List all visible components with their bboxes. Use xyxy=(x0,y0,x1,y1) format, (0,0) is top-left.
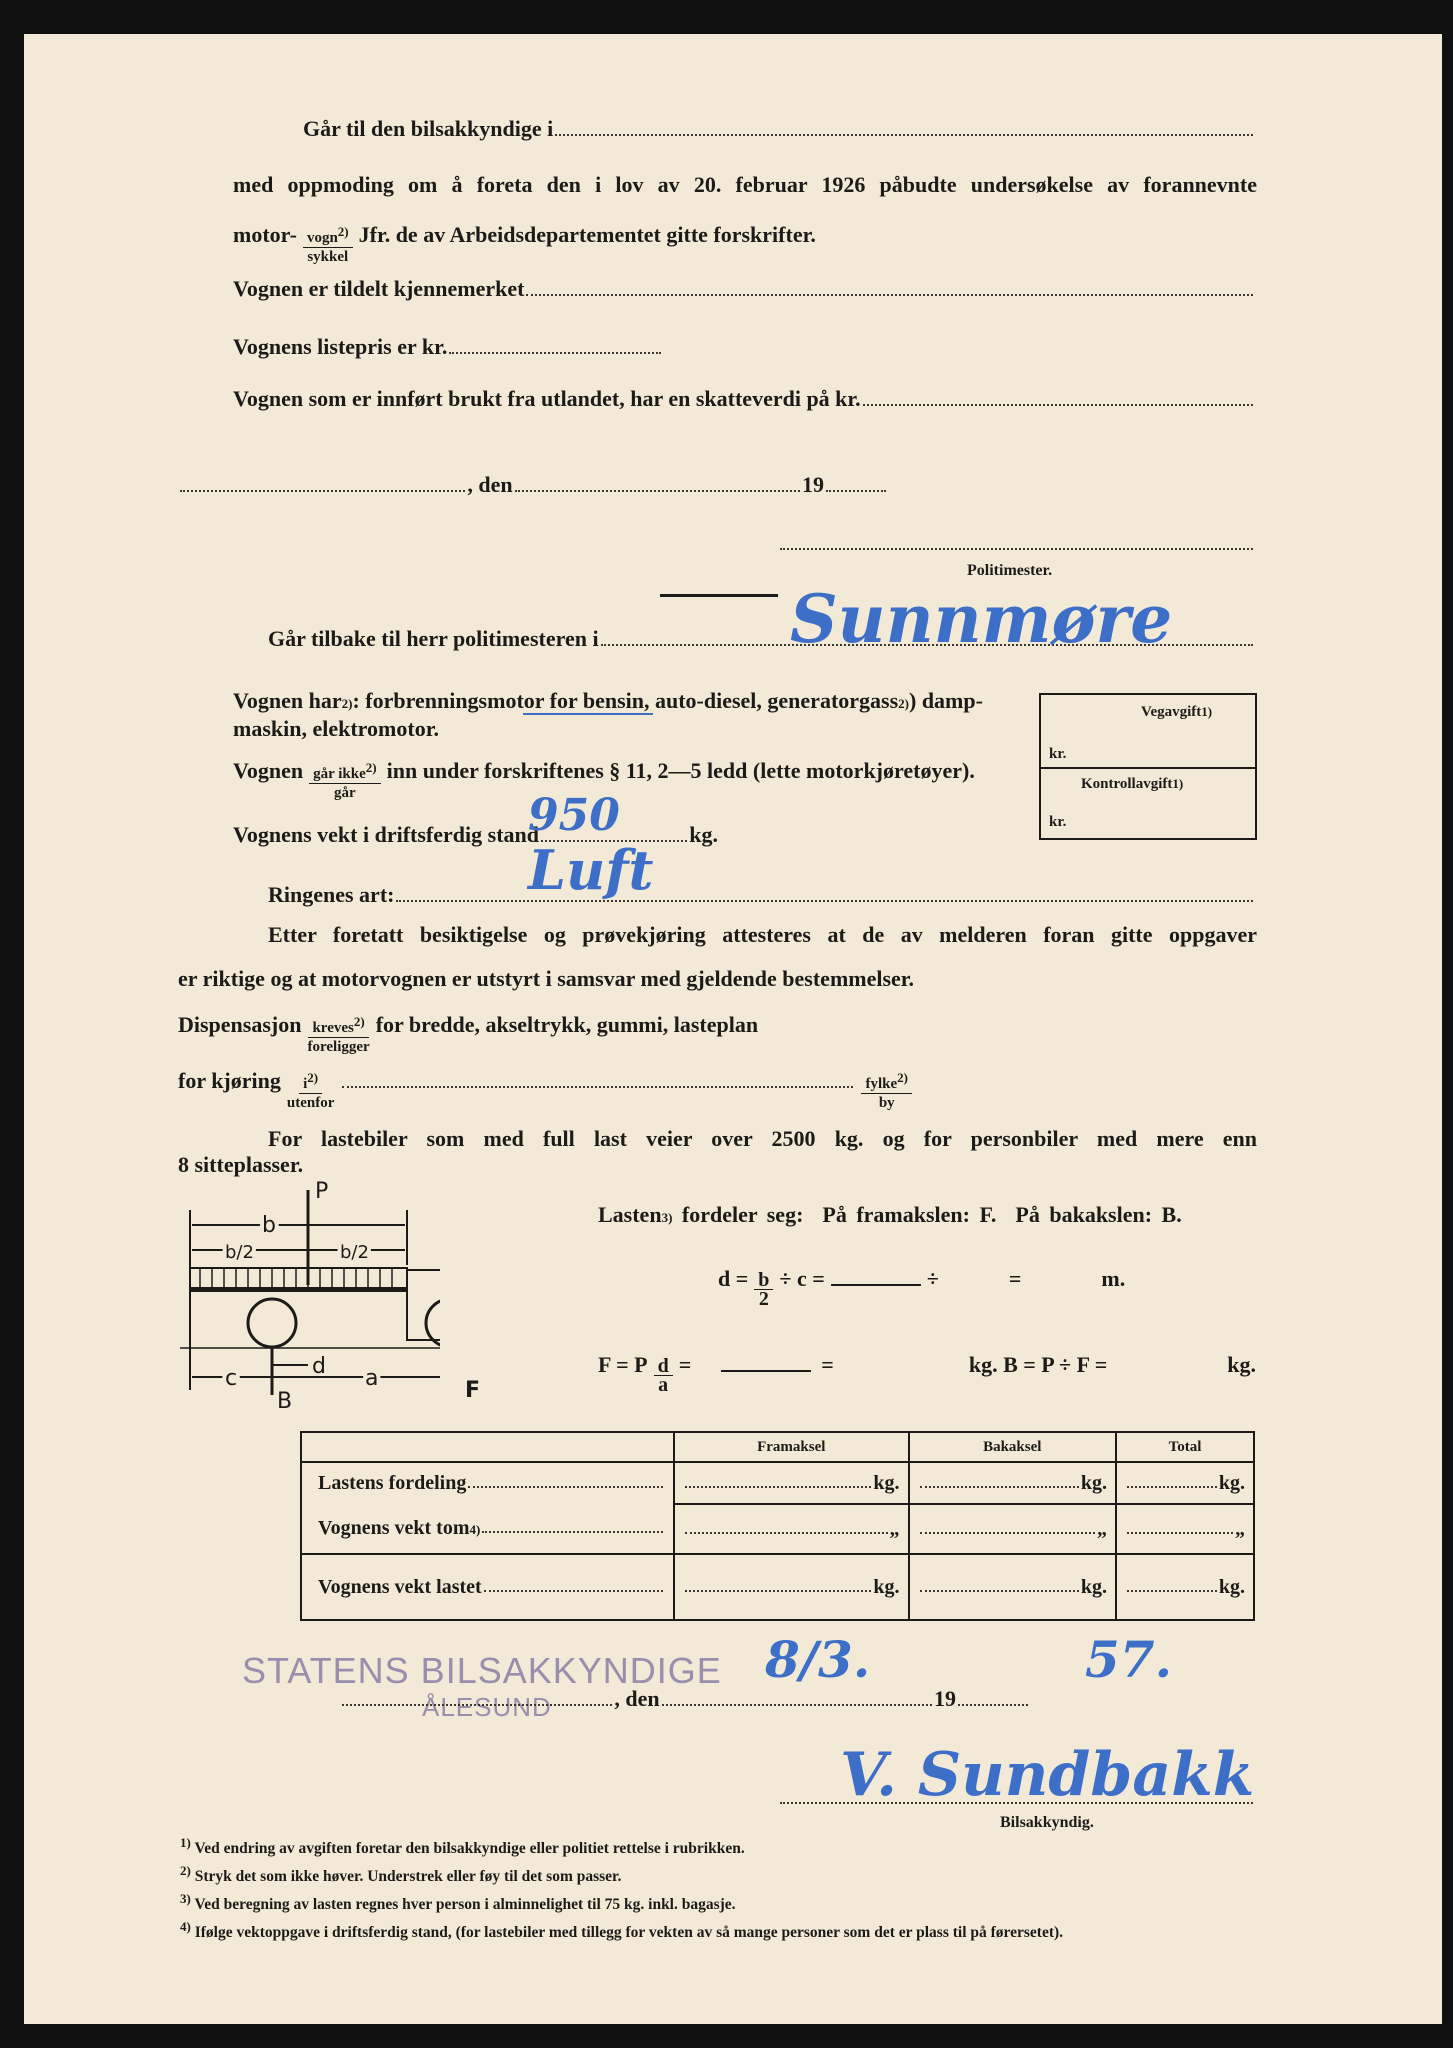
handwritten-sunnmore: Sunnmøre xyxy=(790,580,1173,658)
line-skatteverdi xyxy=(233,386,1255,412)
bilsakkyndig-label: Bilsakkyndig. xyxy=(1000,1814,1094,1831)
unit: m. xyxy=(1101,1266,1126,1291)
label-b: b xyxy=(262,1213,276,1238)
footnote xyxy=(180,1860,1260,1888)
field-kjennemerke[interactable] xyxy=(526,276,1253,296)
unit: „ xyxy=(889,1517,900,1540)
sup: 2) xyxy=(365,760,377,775)
footnote-text: Ved endring av avgiften foretar den bilsakkyndige eller politiet rettelse i rubrikken. xyxy=(194,1840,745,1858)
cell-input[interactable] xyxy=(685,1518,888,1534)
row-label: Vognens vekt tom xyxy=(318,1517,470,1539)
load-hatching xyxy=(200,1268,392,1288)
header xyxy=(301,1432,674,1462)
handwritten-950: 950 xyxy=(528,790,620,841)
line-signoff-date xyxy=(340,1686,1030,1712)
footnote-text: Ifølge vektoppgave i driftsferdig stand, (for lastebiler med tillegg for vekten av så mange personer som det er plass til på førersetet). xyxy=(194,1924,1064,1942)
footnote-text: Ved beregning av lasten regnes hver person i alminnelighet til 75 kg. inkl. bagasje. xyxy=(194,1896,736,1914)
sup: 1) xyxy=(1172,776,1184,791)
unit: kg. xyxy=(1218,1471,1245,1494)
label: Vognen har xyxy=(233,688,342,713)
label: 19 xyxy=(802,472,824,497)
cell-input[interactable] xyxy=(1127,1472,1217,1488)
line-oppmoding: med oppmoding om å foreta den i lov av 20. februar 1926 påbudte undersøkelse av forannevnte xyxy=(233,172,1257,197)
label: , den xyxy=(614,1686,660,1711)
formula-d xyxy=(718,1266,1125,1308)
den: går xyxy=(334,785,356,801)
formula-f xyxy=(598,1352,1256,1394)
line-lasten: Lasten 3) fordeler seg: På framakslen: F. På bakakslen: B. xyxy=(598,1202,1182,1227)
label: Vognens listepris er kr. xyxy=(233,334,448,359)
field-d1[interactable] xyxy=(831,1284,921,1286)
unit: kg. xyxy=(873,1471,900,1494)
stamp-line: STATENS BILSAKKYNDIGE xyxy=(242,1650,722,1691)
kr-label[interactable]: kr. xyxy=(1049,814,1067,830)
label: kg. B = P ÷ F = xyxy=(968,1352,1108,1377)
footnote-number: 4) xyxy=(180,1919,191,1935)
label-a: a xyxy=(365,1366,379,1391)
label: : forbrenningsmotor for bensin, auto-diesel, generatorgass xyxy=(352,688,899,713)
field-f[interactable] xyxy=(721,1370,811,1372)
label: Kontrollavgift xyxy=(1081,776,1173,792)
fraction-fylke-by xyxy=(861,1069,912,1112)
den: sykkel xyxy=(307,249,349,265)
sup: 2) xyxy=(897,1070,908,1085)
kr-label[interactable]: kr. xyxy=(1049,746,1067,762)
cell-input[interactable] xyxy=(1127,1576,1217,1592)
label: , den xyxy=(467,472,513,497)
field-politimester-signature[interactable] xyxy=(780,530,1253,550)
label-b-half: b/2 xyxy=(225,1242,254,1263)
label-F: F xyxy=(465,1378,481,1403)
cell-input[interactable] xyxy=(1127,1518,1233,1534)
sup: 4) xyxy=(469,1522,481,1537)
label: Jfr. de av Arbeidsdepartementet gitte forskrifter. xyxy=(358,222,816,247)
box-divider xyxy=(1041,767,1255,769)
sup: 2) xyxy=(307,1070,319,1085)
label: Vognens vekt i driftsferdig stand xyxy=(233,822,539,847)
fraction-kreves xyxy=(307,1013,369,1056)
unit: kg. xyxy=(1218,1575,1245,1598)
axle-load-diagram xyxy=(180,1180,440,1410)
den: utenfor xyxy=(286,1095,335,1111)
kontrollavgift-label xyxy=(1081,771,1183,797)
handwritten-underline xyxy=(523,713,653,715)
footnote xyxy=(180,1832,1260,1860)
field-listepris[interactable] xyxy=(449,334,661,354)
den: foreligger xyxy=(307,1039,370,1055)
line-dispensasjon xyxy=(178,1012,758,1056)
unit: kg. xyxy=(873,1575,900,1598)
sup: 2) xyxy=(337,224,349,239)
num: i xyxy=(303,1076,308,1092)
label: Ringenes art: xyxy=(268,882,395,907)
handwritten-signature: V. Sundbakk xyxy=(840,1740,1255,1810)
handwritten-luft: Luft xyxy=(528,838,654,902)
handwritten-date: 8/3. xyxy=(765,1630,871,1689)
sup: 2) xyxy=(898,696,909,711)
line-bilsakkyndige xyxy=(303,116,1255,142)
divider xyxy=(660,594,778,597)
unit: kg. xyxy=(1080,1575,1107,1598)
sup: 2) xyxy=(353,1014,365,1029)
label: for kjøring xyxy=(178,1068,281,1093)
fraction-b-2 xyxy=(754,1271,773,1308)
leader xyxy=(468,1472,663,1488)
num: d xyxy=(654,1357,673,1376)
header-total: Total xyxy=(1116,1432,1254,1462)
cell-input[interactable] xyxy=(920,1576,1079,1592)
lastebiler-line-2: 8 sitteplasser. xyxy=(178,1152,304,1177)
label: Går tilbake til herr politimesteren i xyxy=(268,626,599,651)
sup: 1) xyxy=(1201,704,1213,719)
footnotes xyxy=(180,1832,1260,1945)
leader xyxy=(484,1576,663,1592)
footnote-text: Stryk det som ikke høver. Understrek eller føy til det som passer. xyxy=(194,1868,622,1886)
line-ringer xyxy=(268,882,1255,908)
field-ringer[interactable] xyxy=(396,882,1253,902)
label: Lasten xyxy=(598,1202,662,1227)
cell-input[interactable] xyxy=(685,1472,871,1488)
unit: kg. xyxy=(1080,1471,1107,1494)
politimester-label: Politimester. xyxy=(967,562,1053,579)
handwritten-year: 57. xyxy=(1085,1630,1172,1689)
label: 19 xyxy=(934,1686,956,1711)
unit: „ xyxy=(1096,1517,1107,1540)
unit: „ xyxy=(1235,1517,1245,1540)
field-kjoring[interactable] xyxy=(342,1068,853,1088)
fraction-vogn-sykkel xyxy=(303,223,353,266)
label: Går til den bilsakkyndige i xyxy=(303,116,554,141)
label: for bredde, akseltrykk, gummi, lasteplan xyxy=(375,1012,759,1037)
load-distribution-table xyxy=(300,1431,1255,1621)
den: by xyxy=(878,1095,895,1111)
label-b-half: b/2 xyxy=(340,1242,369,1263)
footnote xyxy=(180,1888,1260,1916)
stamp-line: ÅLESUND xyxy=(422,1692,552,1722)
attest-line-1: Etter foretatt besiktigelse og prøvekjøring attesteres at de av melderen foran gitte oppgaver xyxy=(268,922,1257,947)
label: inn under forskriftenes § 11, 2—5 ledd (lette motorkjøretøyer). xyxy=(386,758,975,783)
label-d: d xyxy=(312,1354,326,1379)
sup: 2) xyxy=(341,696,353,711)
fraction-gaar xyxy=(309,759,381,802)
footnote-number: 2) xyxy=(180,1863,191,1879)
line-motortype-2: maskin, elektromotor. xyxy=(233,716,439,741)
rear-wheel xyxy=(248,1299,296,1347)
line-listepris xyxy=(233,334,663,360)
den: 2 xyxy=(758,1288,769,1310)
vegavgift-label xyxy=(1141,699,1212,725)
label: ÷ xyxy=(926,1266,939,1291)
den: a xyxy=(658,1374,669,1396)
field-signoff-date[interactable] xyxy=(662,1686,932,1706)
line-place-date xyxy=(178,472,888,498)
cell-input[interactable] xyxy=(920,1518,1095,1534)
field-skatteverdi[interactable] xyxy=(863,386,1253,406)
label: ÷ c = xyxy=(779,1266,825,1291)
field-year[interactable] xyxy=(826,472,886,492)
header-framaksel: Framaksel xyxy=(674,1432,909,1462)
line-kjennemerke xyxy=(233,276,1255,302)
leader xyxy=(482,1517,663,1533)
table-row xyxy=(301,1462,1254,1504)
num: går ikke xyxy=(313,766,366,782)
label: = xyxy=(1008,1266,1022,1291)
label-B: B xyxy=(277,1389,293,1410)
cell-input[interactable] xyxy=(685,1576,871,1592)
line-motor xyxy=(233,222,816,266)
footnote-number: 3) xyxy=(180,1891,191,1907)
row-label: Vognens vekt lastet xyxy=(318,1575,482,1598)
label: = xyxy=(678,1352,692,1377)
num: b xyxy=(754,1271,773,1290)
fee-box xyxy=(1039,693,1257,840)
field-bilsakkyndige[interactable] xyxy=(555,116,1253,136)
label: Vognen xyxy=(233,758,304,783)
field-signoff-year[interactable] xyxy=(958,1686,1028,1706)
field-place[interactable] xyxy=(180,472,465,492)
fraction-d-a xyxy=(654,1357,673,1394)
label-p: P xyxy=(315,1180,329,1204)
label: Vognen som er innført brukt fra utlandet, har en skatteverdi på kr. xyxy=(233,386,861,411)
label: fordeler seg: På framakslen: F. På bakakslen: B. xyxy=(672,1202,1182,1227)
table-row xyxy=(301,1504,1254,1554)
header-bakaksel: Bakaksel xyxy=(909,1432,1116,1462)
label: Vegavgift xyxy=(1141,704,1202,720)
table-header-row xyxy=(301,1432,1254,1462)
cell-input[interactable] xyxy=(920,1472,1079,1488)
num: fylke xyxy=(865,1076,898,1092)
label: F = P xyxy=(598,1352,648,1377)
footnote-number: 1) xyxy=(180,1835,191,1850)
label: d = xyxy=(718,1266,749,1291)
num: vogn xyxy=(306,230,338,246)
label: Vognen er tildelt kjennemerket xyxy=(233,276,525,301)
label: Dispensasjon xyxy=(178,1012,302,1037)
field-signoff-place[interactable] xyxy=(342,1686,612,1706)
table-row xyxy=(301,1554,1254,1620)
attest-line-2: er riktige og at motorvognen er utstyrt i samsvar med gjeldende bestemmelser. xyxy=(178,966,915,991)
unit: kg. xyxy=(689,822,718,847)
row-label: Lastens fordeling xyxy=(318,1472,467,1494)
label: ) damp- xyxy=(909,688,983,713)
num: kreves xyxy=(312,1020,354,1036)
load-bed xyxy=(190,1268,407,1288)
fraction-i-utenfor xyxy=(287,1069,335,1112)
label: motor- xyxy=(233,222,297,247)
line-kjoring xyxy=(178,1068,918,1112)
footnote xyxy=(180,1916,1260,1944)
label: = xyxy=(821,1352,834,1377)
label-c: c xyxy=(225,1366,238,1391)
signature-line-politimester xyxy=(778,530,1255,550)
lastebiler-line-1: For lastebiler som med full last veier over 2500 kg. og for personbiler med mere enn xyxy=(268,1126,1257,1151)
unit: kg. xyxy=(1227,1352,1256,1377)
field-date[interactable] xyxy=(515,472,800,492)
